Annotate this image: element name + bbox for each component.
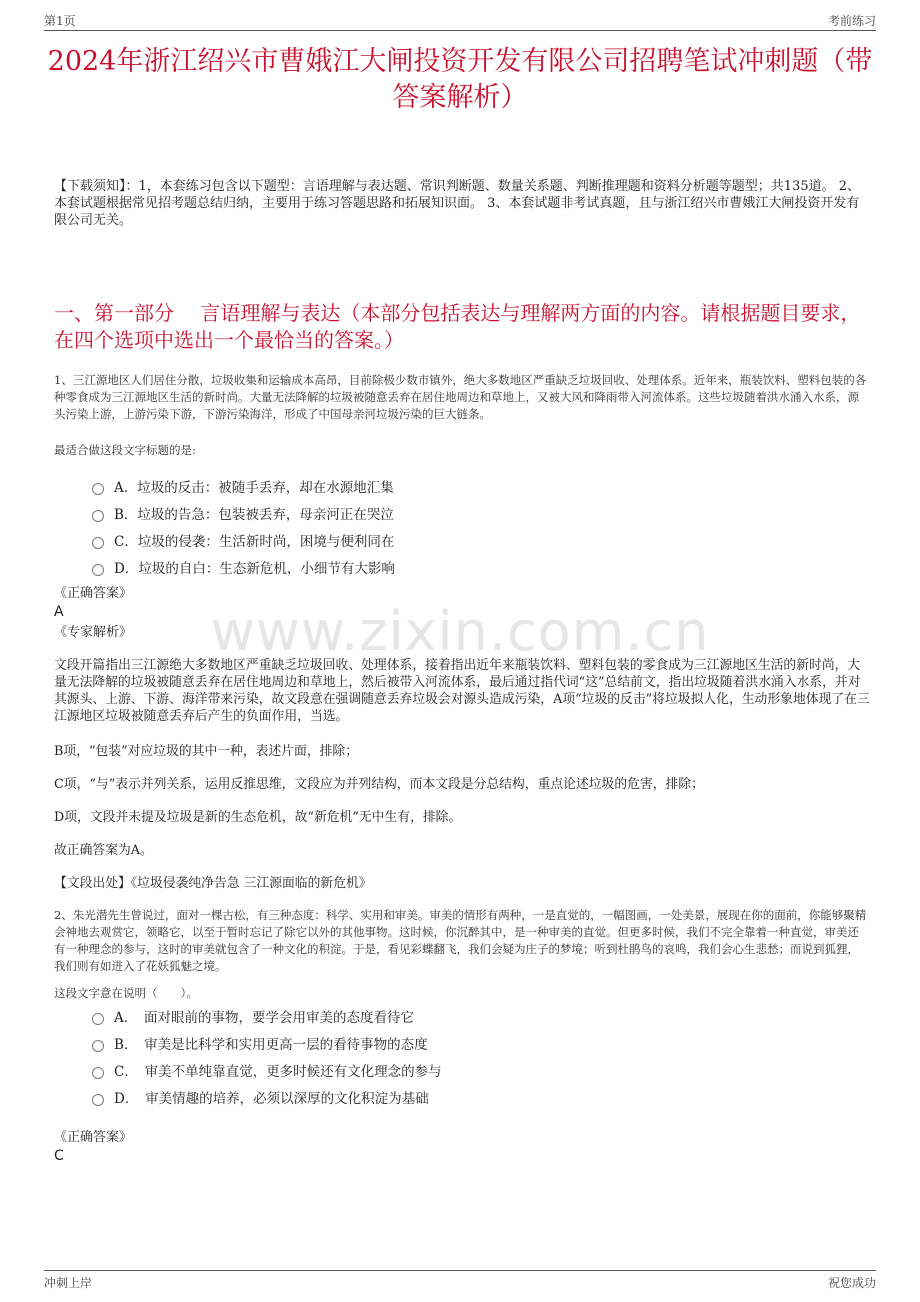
q2-answer-label: 《正确答案》 xyxy=(54,1130,133,1145)
q2-option-a[interactable] xyxy=(92,1006,414,1026)
q2-option-c[interactable] xyxy=(92,1060,442,1080)
header-right-label: 考前练习 xyxy=(827,14,876,28)
q1-prompt: 最适合做这段文字标题的是: xyxy=(54,443,196,457)
radio-icon[interactable] xyxy=(92,1040,104,1052)
page-footer xyxy=(44,1270,876,1293)
q2-prompt: 这段文字意在说明（ ）。 xyxy=(54,986,198,1000)
q1-conclusion: 故正确答案为A。 xyxy=(54,843,153,858)
q1-answer-label: 《正确答案》 xyxy=(54,586,133,601)
radio-icon[interactable] xyxy=(92,1013,104,1025)
q2-option-a-label: A． 面对眼前的事物，要学会用审美的态度看待它 xyxy=(114,1010,414,1026)
q1-text: 1、三江源地区人们居住分散，垃圾收集和运输成本高昂，目前除极少数市镇外，绝大多数地区严重缺乏垃圾回收、处理体系。近年来，瓶装饮料、塑料包装的各种零食成为三江源地区生活的新时尚。大量无法降解的垃圾被随意丢弃在居住地周边和草地上，又被大风和降雨带入河流体系。这些垃圾随着洪水涌入水系，源头污染上游，上游污染下游，下游污染海洋，形成了中国母亲河垃圾污染的巨大链条。 xyxy=(54,373,867,421)
radio-icon[interactable] xyxy=(92,1067,104,1079)
radio-icon[interactable] xyxy=(92,564,104,576)
q2-answer: C xyxy=(54,1148,64,1164)
q1-analysis-b: B项，“包装”对应垃圾的其中一种，表述片面，排除； xyxy=(54,744,359,759)
q2-option-c-label: C． 审美不单纯靠直觉，更多时候还有文化理念的参与 xyxy=(114,1064,442,1080)
document-title: 2024年浙江绍兴市曹娥江大闸投资开发有限公司招聘笔试冲刺题（带答案解析） xyxy=(47,46,873,113)
q1-analysis-c: C项，“与”表示并列关系，运用反推思维，文段应为并列结构，而本文段是分总结构，重点论述垃圾的危害，排除； xyxy=(54,777,704,792)
section-title: 一、第一部分 言语理解与表达（本部分包括表达与理解两方面的内容。请根据题目要求，在四个选项中选出一个最恰当的答案。） xyxy=(54,301,861,352)
q1-option-b[interactable] xyxy=(92,503,394,523)
radio-icon[interactable] xyxy=(92,483,104,495)
q2-text: 2、朱光潜先生曾说过，面对一棵古松，有三种态度：科学、实用和审美。审美的情形有两种，一是直觉的，一幅图画，一处美景，展现在你的面前，你能够聚精会神地去观赏它，领略它，以至于暂时忘记了除它以外的其他事物。这时候，你沉醉其中，是一种审美的直觉。但更多时候，我们不完全靠着一种直觉，审美还有一种理念的参与，这时的审美就包含了一种文化的积淀。于是，看见彩蝶翻飞，我们会疑为庄子的梦境；听到杜鹃鸟的哀鸣，我们会心生悲愁；而说到狐狸，我们则有如进入了花妖狐魅之境。 xyxy=(54,908,867,973)
q1-option-c-label: C．垃圾的侵袭：生活新时尚，困境与便利同在 xyxy=(114,534,395,550)
page-header xyxy=(44,10,876,31)
q2-option-b[interactable] xyxy=(92,1033,428,1053)
q2-option-d[interactable] xyxy=(92,1087,429,1107)
q1-analysis-d: D项，文段并未提及垃圾是新的生态危机，故“新危机”无中生有，排除。 xyxy=(54,810,462,825)
download-notice: 【下载须知】：1，本套练习包含以下题型：言语理解与表达题、常识判断题、数量关系题、判断推理题和资料分析题等题型；共135道。 2、本套试题根据常见招考题总结归纳，主要用于练习答题思路和拓展知识面。 3、本套试题非考试真题，且与浙江绍兴市曹娥江大闸投资开发有限公司无关。 xyxy=(54,179,860,228)
radio-icon[interactable] xyxy=(92,510,104,522)
q1-option-a[interactable] xyxy=(92,476,394,496)
radio-icon[interactable] xyxy=(92,537,104,549)
footer-right: 祝您成功 xyxy=(827,1276,876,1290)
q1-source: 【文段出处】《垃圾侵袭纯净告急 三江源面临的新危机》 xyxy=(54,876,372,891)
q1-analysis-main: 文段开篇指出三江源绝大多数地区严重缺乏垃圾回收、处理体系，接着指出近年来瓶装饮料、塑料包装的零食成为三江源地区生活的新时尚，大量无法降解的垃圾被随意丢弃在居住地周边和草地上，然后被带入河流体系，最后通过指代词“这”总结前文，指出垃圾随着洪水涌入水系，并对其源头、上游、下游、海洋带来污染，故文段意在强调随意丢弃垃圾会对源头造成污染，A项“垃圾的反击”将垃圾拟人化，生动形象地体现了在三江源地区垃圾被随意丢弃后产生的负面作用，当选。 xyxy=(54,658,870,724)
q1-option-d[interactable] xyxy=(92,557,395,577)
q1-option-b-label: B．垃圾的告急：包装被丢弃，母亲河正在哭泣 xyxy=(114,507,394,523)
q1-option-c[interactable] xyxy=(92,530,394,550)
watermark: www.zixin.com.cn xyxy=(210,600,710,663)
footer-left: 冲刺上岸 xyxy=(44,1276,93,1290)
q2-option-d-label: D． 审美情趣的培养，必须以深厚的文化积淀为基础 xyxy=(114,1091,429,1107)
page-number: 第1页 xyxy=(44,14,76,28)
q1-option-d-label: D．垃圾的自白：生态新危机，小细节有大影响 xyxy=(114,561,395,577)
q1-answer: A xyxy=(54,604,64,620)
q1-option-a-label: A．垃圾的反击：被随手丢弃，却在水源地汇集 xyxy=(114,480,394,496)
q1-analysis-label: 《专家解析》 xyxy=(54,625,133,640)
q2-option-b-label: B． 审美是比科学和实用更高一层的看待事物的态度 xyxy=(114,1037,428,1053)
radio-icon[interactable] xyxy=(92,1094,104,1106)
